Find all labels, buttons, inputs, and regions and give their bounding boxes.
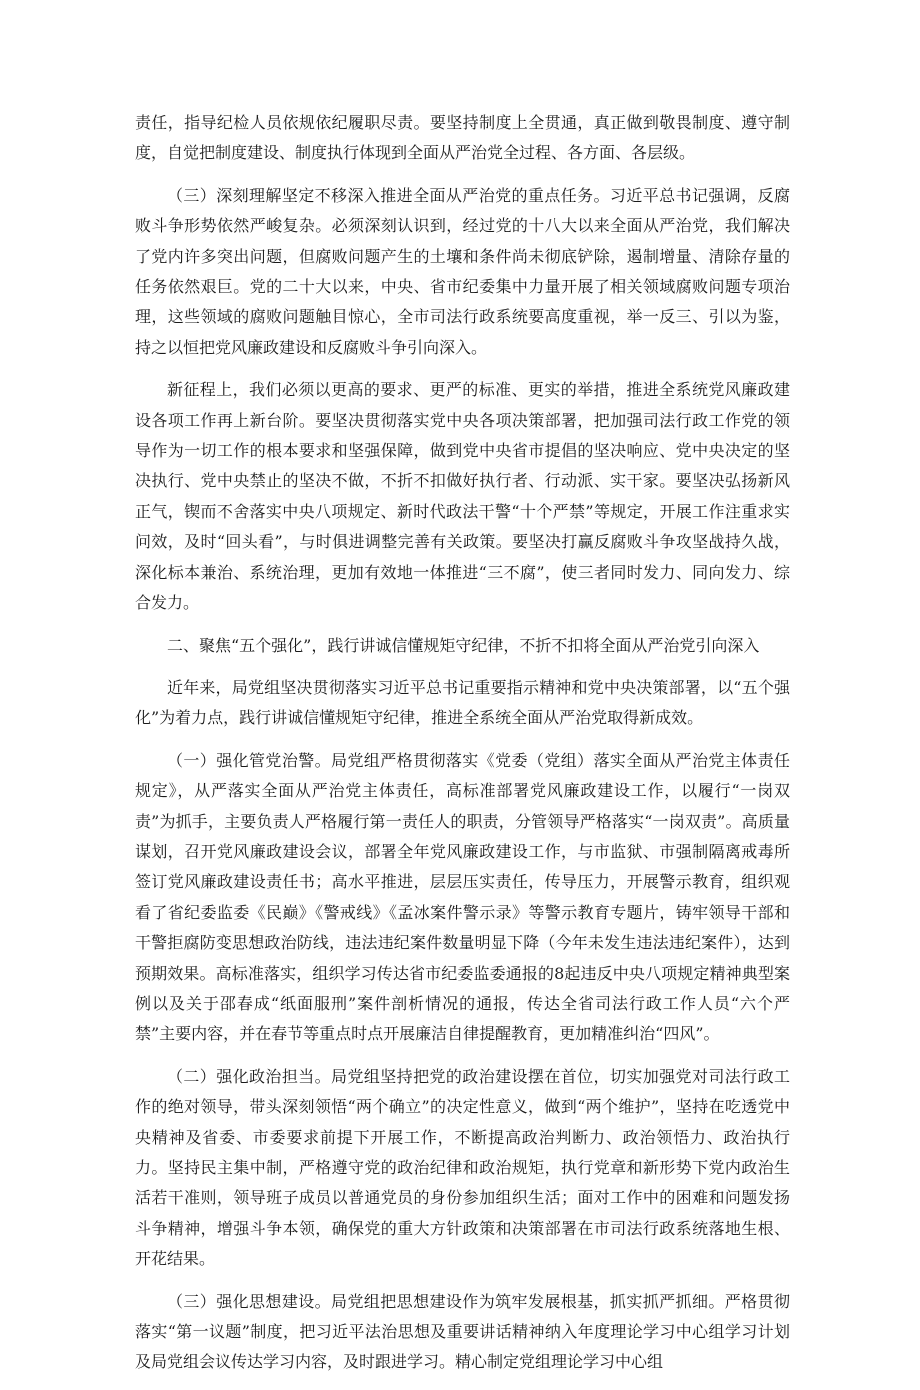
paragraph-7: （三）强化思想建设。局党组把思想建设作为筑牢发展根基，抓实抓严抓细。严格贯彻落实“第一议题”制度，把习近平法治思想及重要讲话精神纳入年度理论学习中心组学习计划及局党组会议传达学习内容，及时跟进学习。精心制定党组理论学习中心组 bbox=[135, 1291, 790, 1372]
paragraph-5: （一）强化管党治警。局党组严格贯彻落实《党委（党组）落实全面从严治党主体责任规定》，从严落实全面从严治党主体责任，高标准部署党风廉政建设工作，以履行“一岗双责”为抓手，主要负责人严格履行第一责任人的职责，分管领导严格落实“一岗双责”。高质量谋划，召开党风廉政建设会议，部署全年党风廉政建设工作，与市监狱、市强制隔离戒毒所签订党风廉政建设责任书；高水平推进，层层压实责任，传导压力，开展警示教育，组织观看了省纪委监委《民巅》《警戒线》《孟冰案件警示录》等警示教育专题片，铸牢领导干部和干警拒腐防变思想政治防线，违法违纪案件数量明显下降（今年未发生违法违纪案件），达到预期效果。高标准落实，组织学习传达省市纪委监委通报的8起违反中央八项规定精神典型案例以及关于邵春成“纸面服刑”案件剖析情况的通报，传达全省司法行政工作人员“六个严禁”主要内容，并在春节等重点时点开展廉洁自律提醒教育，更加精准纠治“四风”。 bbox=[135, 750, 790, 1044]
paragraph-4: 近年来，局党组坚决贯彻落实习近平总书记重要指示精神和党中央决策部署，以“五个强化”为着力点，践行讲诚信懂规矩守纪律，推进全系统全面从严治党取得新成效。 bbox=[135, 677, 790, 728]
paragraph-3: 新征程上，我们必须以更高的要求、更严的标准、更实的举措，推进全系统党风廉政建设各项工作再上新台阶。要坚决贯彻落实党中央各项决策部署，把加强司法行政工作党的领导作为一切工作的根本要求和坚强保障，做到党中央省市提倡的坚决响应、党中央决定的坚决执行、党中央禁止的坚决不做，不折不扣做好执行者、行动派、实干家。要坚决弘扬新风正气，锲而不舍落实中央八项规定、新时代政法干警“十个严禁”等规定，开展工作注重求实问效，及时“回头看”，与时俱进调整完善有关政策。要坚决打赢反腐败斗争攻坚战持久战，深化标本兼治、系统治理，更加有效地一体推进“三不腐”，使三者同时发力、同向发力、综合发力。 bbox=[135, 380, 790, 613]
document-page bbox=[135, 108, 790, 1390]
paragraph-1: 责任，指导纪检人员依规依纪履职尽责。要坚持制度上全贯通，真正做到敬畏制度、遵守制度，自觉把制度建设、制度执行体现到全面从严治党全过程、各方面、各层级。 bbox=[135, 113, 790, 163]
paragraph-2: （三）深刻理解坚定不移深入推进全面从严治党的重点任务。习近平总书记强调，反腐败斗争形势依然严峻复杂。必须深刻认识到，经过党的十八大以来全面从严治党，我们解决了党内许多突出问题，但腐败问题产生的土壤和条件尚未彻底铲除，遏制增量、清除存量的任务依然艰巨。党的二十大以来，中央、省市纪委集中力量开展了相关领域腐败问题专项治理，这些领域的腐败问题触目惊心，全市司法行政系统要高度重视，举一反三、引以为鉴，持之以恒把党风廉政建设和反腐败斗争引向深入。 bbox=[135, 185, 790, 357]
section-heading: 二、聚焦“五个强化”，践行讲诚信懂规矩守纪律，不折不扣将全面从严治党引向深入 bbox=[167, 635, 760, 655]
paragraph-6: （二）强化政治担当。局党组坚持把党的政治建设摆在首位，切实加强党对司法行政工作的绝对领导，带头深刻领悟“两个确立”的决定性意义，做到“两个维护”，坚持在吃透党中央精神及省委、市委要求前提下开展工作，不断提高政治判断力、政治领悟力、政治执行力。坚持民主集中制，严格遵守党的政治纪律和政治规矩，执行党章和新形势下党内政治生活若干准则，领导班子成员以普通党员的身份参加组织生活；面对工作中的困难和问题发扬斗争精神，增强斗争本领，确保党的重大方针政策和决策部署在市司法行政系统落地生根、开花结果。 bbox=[135, 1066, 790, 1269]
